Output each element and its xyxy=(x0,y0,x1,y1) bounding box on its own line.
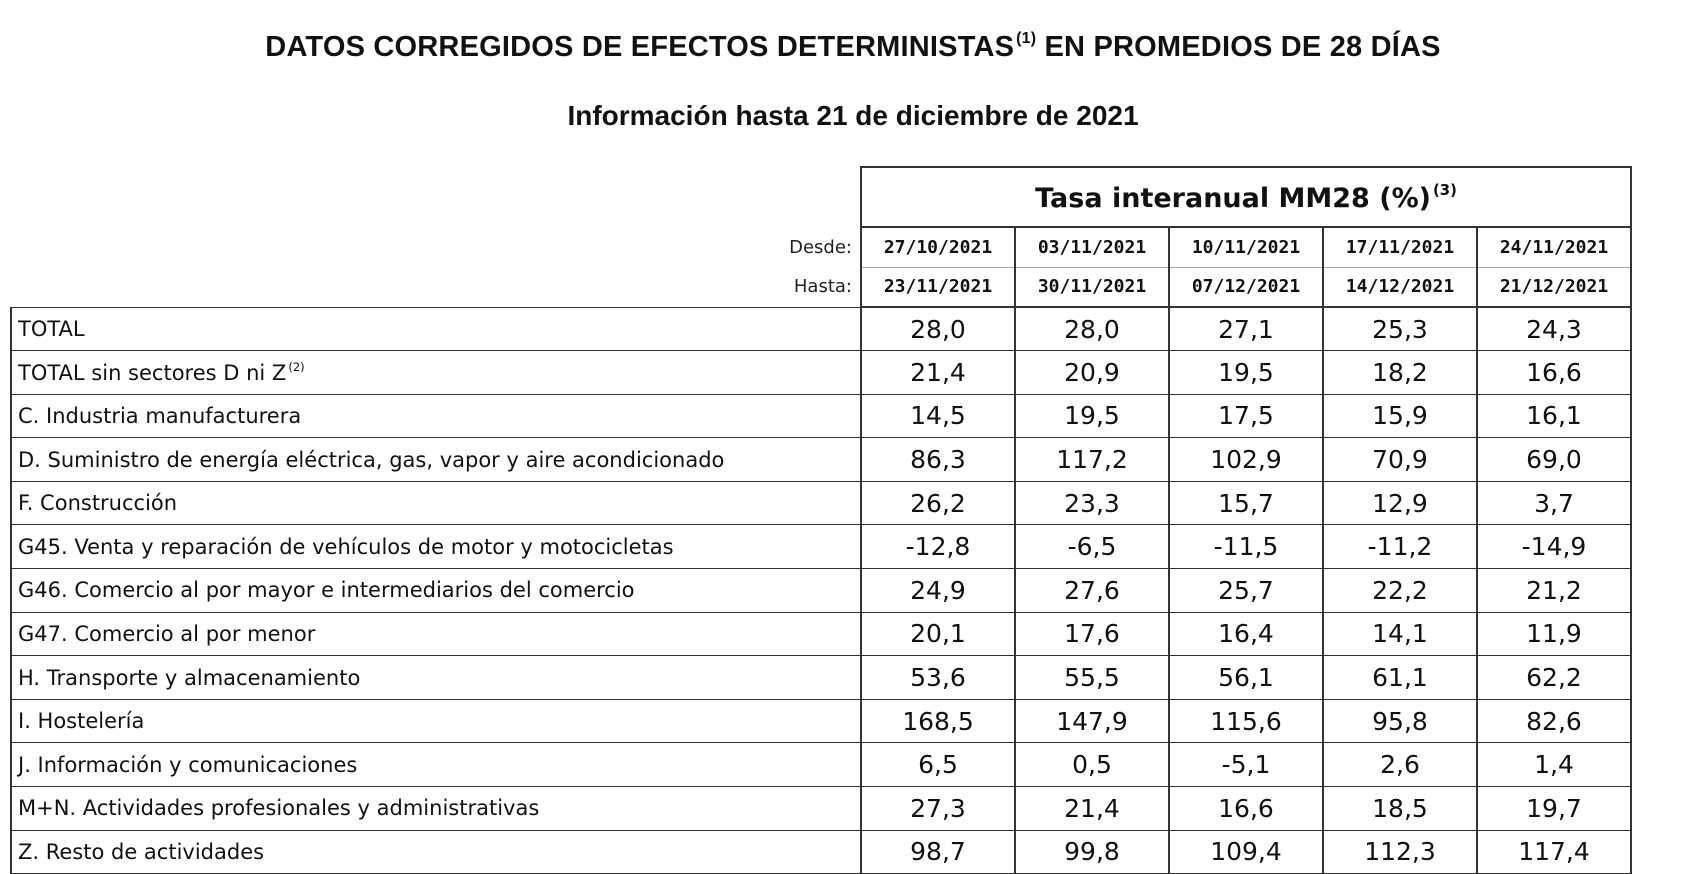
value-cell: 22,2 xyxy=(1323,569,1477,613)
value-cell: 16,6 xyxy=(1477,351,1631,395)
value-cell: 168,5 xyxy=(861,699,1015,743)
row-label-text: I. Hostelería xyxy=(18,709,145,734)
desde-date: 24/11/2021 xyxy=(1477,227,1631,267)
value-cell: 27,3 xyxy=(861,787,1015,831)
value-cell: 25,7 xyxy=(1169,569,1323,613)
row-label-text: G45. Venta y reparación de vehículos de motor y motocicletas xyxy=(18,534,674,559)
value-cell: -6,5 xyxy=(1015,525,1169,569)
table-row xyxy=(11,699,1631,743)
rates-table xyxy=(10,166,1632,874)
group-header-text: Tasa interanual MM28 (%) xyxy=(1035,182,1431,214)
value-cell: 11,9 xyxy=(1477,612,1631,656)
table-row xyxy=(11,830,1631,874)
value-cell: 61,1 xyxy=(1323,656,1477,700)
group-header-row xyxy=(11,167,1631,227)
title-text: DATOS CORREGIDOS DE EFECTOS DETERMINISTAS xyxy=(265,30,1015,63)
value-cell: 18,2 xyxy=(1323,351,1477,395)
value-cell: 117,4 xyxy=(1477,830,1631,874)
table-row xyxy=(11,438,1631,482)
value-cell: 28,0 xyxy=(861,307,1015,351)
value-cell: 19,5 xyxy=(1169,351,1323,395)
row-label xyxy=(11,656,861,700)
row-label xyxy=(11,787,861,831)
row-label xyxy=(11,830,861,874)
value-cell: 15,7 xyxy=(1169,481,1323,525)
group-header-footnote: (3) xyxy=(1432,180,1457,199)
row-label-text: J. Información y comunicaciones xyxy=(18,752,358,777)
value-cell: 102,9 xyxy=(1169,438,1323,482)
hasta-date: 30/11/2021 xyxy=(1015,267,1169,307)
row-label xyxy=(11,481,861,525)
value-cell: 19,5 xyxy=(1015,394,1169,438)
value-cell: 18,5 xyxy=(1323,787,1477,831)
value-cell: 147,9 xyxy=(1015,699,1169,743)
table-row xyxy=(11,307,1631,351)
value-cell: 27,6 xyxy=(1015,569,1169,613)
value-cell: 27,1 xyxy=(1169,307,1323,351)
hasta-date: 23/11/2021 xyxy=(861,267,1015,307)
row-label-text: TOTAL sin sectores D ni Z xyxy=(18,361,287,385)
row-label xyxy=(11,438,861,482)
row-label xyxy=(11,307,861,351)
value-cell: 0,5 xyxy=(1015,743,1169,787)
value-cell: 98,7 xyxy=(861,830,1015,874)
value-cell: -14,9 xyxy=(1477,525,1631,569)
desde-date: 17/11/2021 xyxy=(1323,227,1477,267)
value-cell: 26,2 xyxy=(861,481,1015,525)
row-label-text: H. Transporte y almacenamiento xyxy=(18,665,361,690)
value-cell: 70,9 xyxy=(1323,438,1477,482)
document-subtitle: Información hasta 21 de diciembre de 2021 xyxy=(567,100,1139,131)
table-row xyxy=(11,787,1631,831)
value-cell: -11,5 xyxy=(1169,525,1323,569)
row-label xyxy=(11,743,861,787)
value-cell: 82,6 xyxy=(1477,699,1631,743)
row-label-text: G47. Comercio al por menor xyxy=(18,621,316,646)
value-cell: 15,9 xyxy=(1323,394,1477,438)
desde-date: 10/11/2021 xyxy=(1169,227,1323,267)
value-cell: 3,7 xyxy=(1477,481,1631,525)
table-row xyxy=(11,612,1631,656)
value-cell: 28,0 xyxy=(1015,307,1169,351)
value-cell: 112,3 xyxy=(1323,830,1477,874)
value-cell: 19,7 xyxy=(1477,787,1631,831)
row-label-text: F. Construcción xyxy=(18,491,178,516)
table-row xyxy=(11,569,1631,613)
hasta-date: 21/12/2021 xyxy=(1477,267,1631,307)
table-row xyxy=(11,743,1631,787)
value-cell: 115,6 xyxy=(1169,699,1323,743)
value-cell: 117,2 xyxy=(1015,438,1169,482)
value-cell: 21,4 xyxy=(861,351,1015,395)
value-cell: -12,8 xyxy=(861,525,1015,569)
value-cell: 53,6 xyxy=(861,656,1015,700)
hasta-row xyxy=(11,267,1631,307)
value-cell: 24,9 xyxy=(861,569,1015,613)
row-label xyxy=(11,394,861,438)
value-cell: 109,4 xyxy=(1169,830,1323,874)
value-cell: 17,6 xyxy=(1015,612,1169,656)
value-cell: 20,1 xyxy=(861,612,1015,656)
desde-date: 03/11/2021 xyxy=(1015,227,1169,267)
row-label-text: C. Industria manufacturera xyxy=(18,403,302,428)
table-row xyxy=(11,481,1631,525)
value-cell: 16,1 xyxy=(1477,394,1631,438)
group-header xyxy=(861,167,1631,227)
value-cell: 16,4 xyxy=(1169,612,1323,656)
value-cell: 55,5 xyxy=(1015,656,1169,700)
value-cell: 12,9 xyxy=(1323,481,1477,525)
row-label xyxy=(11,351,861,395)
value-cell: 20,9 xyxy=(1015,351,1169,395)
desde-label: Desde: xyxy=(789,236,852,258)
table-row xyxy=(11,656,1631,700)
value-cell: 23,3 xyxy=(1015,481,1169,525)
row-label-text: Z. Resto de actividades xyxy=(18,839,265,864)
value-cell: 24,3 xyxy=(1477,307,1631,351)
value-cell: 1,4 xyxy=(1477,743,1631,787)
value-cell: -11,2 xyxy=(1323,525,1477,569)
header-spacer xyxy=(11,167,861,227)
value-cell: 21,4 xyxy=(1015,787,1169,831)
value-cell: 69,0 xyxy=(1477,438,1631,482)
value-cell: 14,1 xyxy=(1323,612,1477,656)
desde-row xyxy=(11,227,1631,267)
value-cell: 62,2 xyxy=(1477,656,1631,700)
row-label-text: G46. Comercio al por mayor e intermediarios del comercio xyxy=(18,578,635,603)
value-cell: 95,8 xyxy=(1323,699,1477,743)
value-cell: 56,1 xyxy=(1169,656,1323,700)
row-label-text: D. Suministro de energía eléctrica, gas, vapor y aire acondicionado xyxy=(18,447,725,472)
hasta-label: Hasta: xyxy=(793,276,852,298)
value-cell: 25,3 xyxy=(1323,307,1477,351)
title-footnote: (1) xyxy=(1016,30,1037,47)
row-label xyxy=(11,699,861,743)
row-label-footnote: (2) xyxy=(288,359,305,374)
row-label-text: TOTAL xyxy=(18,316,85,341)
row-label xyxy=(11,569,861,613)
row-label-text: M+N. Actividades profesionales y administrativas xyxy=(18,796,540,821)
table-row xyxy=(11,394,1631,438)
hasta-date: 14/12/2021 xyxy=(1323,267,1477,307)
table-row xyxy=(11,525,1631,569)
desde-date: 27/10/2021 xyxy=(861,227,1015,267)
value-cell: 17,5 xyxy=(1169,394,1323,438)
row-label xyxy=(11,612,861,656)
value-cell: 21,2 xyxy=(1477,569,1631,613)
title-text-after: EN PROMEDIOS DE 28 DÍAS xyxy=(1044,30,1441,63)
table-row xyxy=(11,351,1631,395)
value-cell: 14,5 xyxy=(861,394,1015,438)
row-label xyxy=(11,525,861,569)
hasta-date: 07/12/2021 xyxy=(1169,267,1323,307)
value-cell: 2,6 xyxy=(1323,743,1477,787)
value-cell: 86,3 xyxy=(861,438,1015,482)
document-title xyxy=(0,30,1706,64)
value-cell: 6,5 xyxy=(861,743,1015,787)
value-cell: 99,8 xyxy=(1015,830,1169,874)
value-cell: -5,1 xyxy=(1169,743,1323,787)
value-cell: 16,6 xyxy=(1169,787,1323,831)
